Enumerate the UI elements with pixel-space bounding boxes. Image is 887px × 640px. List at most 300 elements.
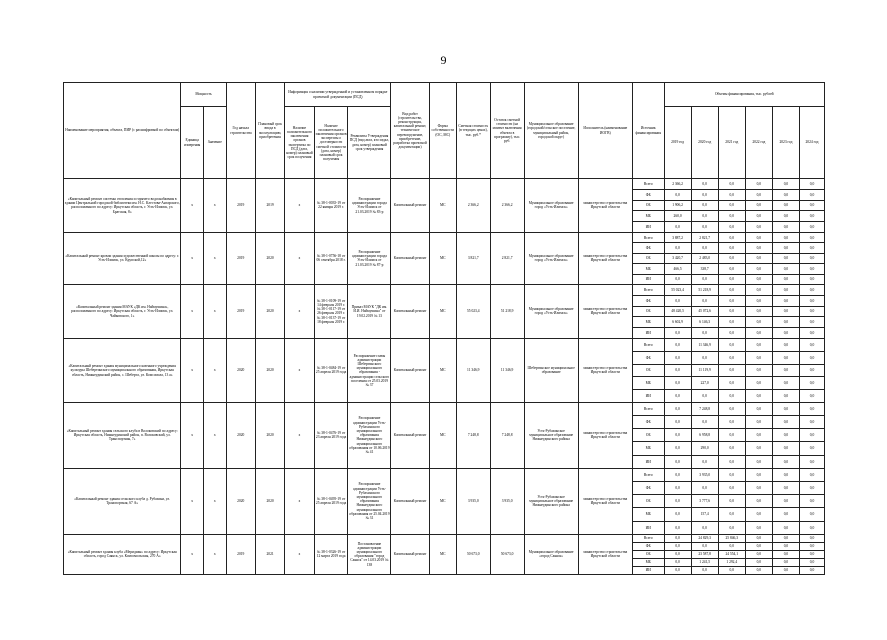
cell-funding-value: 0,0 [718,521,745,534]
header-year-2023: 2023 год [772,107,799,179]
header-ownership: Форма собственности (ОС, МС) [429,83,456,179]
cell-capacity-value: х [203,179,226,233]
cell-funding-value: 0,0 [718,243,745,253]
header-year-2019: 2019 год [664,107,691,179]
cell-funding-value: 6 958,8 [691,429,718,442]
cell-funding-value: 0,0 [718,390,745,403]
cell-funding-value: 466,5 [664,264,691,274]
cell-remaining-cost: 11 346,9 [490,338,524,402]
cell-funding-value: 1 906,2 [664,200,691,211]
cell-funding-value: 0,0 [745,338,772,351]
cell-funding-value: 0,0 [772,211,799,222]
cell-funding-value: 0,0 [800,521,825,534]
cell-ped-approval: Распоряжение администрации Усть-Рубахинского муниципального образования Нижнеудинского муниципального образования от 10.06.2019 № 41 [348,402,391,468]
header-ped-info: Информация о наличии утвержденной и установленном порядке проектной документации (ПСД) [285,83,391,107]
cell-funding-value: 0,0 [800,189,825,200]
cell-funding-value: 0,0 [718,455,745,468]
cell-funding-value: 3 887,2 [664,232,691,242]
cell-funding-source: МБ [632,264,664,274]
cell-funding-source: МБ [632,211,664,222]
cell-executor: министерство строительства Иркутской области [578,468,632,534]
cell-funding-value: 0,0 [718,402,745,415]
cell-funding-value: 0,0 [745,508,772,521]
cell-funding-value: 0,0 [718,284,745,295]
cell-funding-source: ФБ [632,542,664,550]
cell-funding-value: 0,0 [772,550,799,558]
cell-funding-value: 2 483,0 [691,253,718,263]
cell-funding-value: 0,0 [745,189,772,200]
cell-funding-value: 0,0 [664,558,691,566]
cell-remaining-cost: 2 821,7 [490,232,524,284]
cell-funding-value: 0,0 [664,429,691,442]
cell-funding-value: 0,0 [745,306,772,317]
cell-work-type: Капитальный ремонт [391,468,429,534]
cell-funding-value: 0,0 [691,328,718,339]
cell-planned-year: 2019 [255,179,284,233]
header-municipality: Муниципальное образование (городской/сельское поселение, муниципальный район, городской округ) [524,83,578,179]
cell-funding-value: 0,0 [745,482,772,495]
cell-funding-value: 0,0 [664,364,691,377]
cell-ownership: МС [429,232,456,284]
cell-funding-value: 0,0 [772,317,799,328]
cell-funding-value: 0,0 [800,442,825,455]
cell-planned-year: 2020 [255,338,284,402]
cell-funding-value: 0,0 [745,222,772,233]
cell-funding-value: 0,0 [718,508,745,521]
cell-funding-value: 0,0 [664,416,691,429]
cell-funding-source: ИИ [632,455,664,468]
cell-funding-value: 0,0 [772,274,799,284]
cell-funding-value: 0,0 [664,542,691,550]
cell-remaining-cost: 3 935,0 [490,468,524,534]
cell-object-name: «Капитальный ремонт кровли здания художественной школы по адресу: г. Усть-Илимск, ул. Крупской,12» [64,232,181,284]
cell-ped-expertise: х [285,402,314,468]
cell-funding-value: 0,0 [800,264,825,274]
cell-funding-value: 0,0 [772,295,799,306]
cell-funding-value: 0,0 [800,377,825,390]
cell-construction-start: 2019 [226,179,255,233]
cell-funding-value: 0,0 [691,390,718,403]
cell-funding-value: 0,0 [772,179,799,190]
cell-funding-source: ОБ [632,364,664,377]
cell-funding-source: ФБ [632,351,664,364]
header-capacity-value: Значение [203,107,226,179]
cell-funding-value: 0,0 [800,482,825,495]
table-row [64,402,825,415]
cell-capacity-unit: х [181,232,204,284]
cell-funding-value: 227,0 [691,377,718,390]
cell-funding-value: 0,0 [664,442,691,455]
cell-funding-value: 0,0 [772,189,799,200]
cell-funding-value: 0,0 [800,338,825,351]
cell-funding-value: 0,0 [718,317,745,328]
cell-ped-expertise: х [285,284,314,338]
header-work-type: Вид работ (строительство, реконструкция, капитальный ремонт, техническое перевооружение, приобретение, разработка проектной документации) [391,83,429,179]
cell-object-name: «Капитальный ремонт здания сельского клуба д. Рубахина, ул. Транспортная, 67 А» [64,468,181,534]
cell-funding-value: 0,0 [664,402,691,415]
financing-table [63,82,825,575]
cell-funding-source: ФБ [632,243,664,253]
cell-funding-source: ИИ [632,566,664,574]
cell-construction-start: 2019 [226,232,255,284]
cell-funding-value: 0,0 [772,402,799,415]
header-ped-approval: Реквизиты Утверждения ПСД (вид акта, кто издал, дата, номер) плановый срок утверждения [348,107,391,179]
cell-capacity-value: х [203,338,226,402]
cell-ped-estimate: № 38-1-0035-19 от 22 января 2019 г. [314,179,348,233]
cell-funding-value: 0,0 [718,542,745,550]
cell-funding-value: 0,0 [718,328,745,339]
cell-ped-estimate: № 38-1-0109-19 от 14 февраля 2019 г. № 38-1-0117-19 от 26 февраля 2019 г. № 38-1-0137-19 от 18 февраля 2019 г. [314,284,348,338]
cell-funding-value: 48 420,5 [664,306,691,317]
cell-funding-value: 0,0 [772,416,799,429]
cell-funding-value: 0,0 [718,482,745,495]
cell-funding-value: 0,0 [718,364,745,377]
cell-object-name: «Капитальный ремонт здания клуба «Меридиан» по адресу: Иркутская область, город Саянск, ул. Комсомольская, 270 А» [64,534,181,574]
cell-funding-value: 0,0 [800,328,825,339]
cell-work-type: Капитальный ремонт [391,179,429,233]
cell-funding-source: ФБ [632,416,664,429]
header-object-name: Наименование мероприятия, объекта, ПИР (с расшифровкой по объектам) [64,83,181,179]
cell-funding-value: 0,0 [664,521,691,534]
cell-funding-value: 0,0 [800,179,825,190]
cell-funding-value: 0,0 [664,550,691,558]
cell-funding-source: ОБ [632,200,664,211]
cell-funding-source: ОБ [632,550,664,558]
cell-ped-expertise: х [285,232,314,284]
cell-planned-year: 2020 [255,232,284,284]
cell-funding-value: 0,0 [691,566,718,574]
cell-funding-value: 0,0 [664,508,691,521]
cell-funding-source: ИИ [632,521,664,534]
cell-funding-value: 0,0 [664,189,691,200]
cell-funding-value: 0,0 [745,295,772,306]
cell-object-name: «Капитальный ремонт системы отопления и горячего водоснабжения в здании Центральной городской библиотеки им. Н.С. Клестова-Ангарского, расположенного по адресу: Иркутская область, г. Усть-Илимск, ул. Братская, 8» [64,179,181,233]
cell-funding-value: 0,0 [745,179,772,190]
cell-funding-value: 0,0 [691,274,718,284]
cell-funding-value: 0,0 [800,211,825,222]
cell-funding-value: 0,0 [691,243,718,253]
cell-funding-value: 0,0 [800,274,825,284]
cell-funding-value: 0,0 [718,377,745,390]
cell-funding-value: 0,0 [718,211,745,222]
table-row [64,179,825,190]
cell-municipality: Усть-Рубахинское муниципальное образование Нижнеудинского района [524,402,578,468]
cell-funding-value: 0,0 [691,542,718,550]
cell-funding-value: 0,0 [772,328,799,339]
cell-funding-value: 23 587,8 [691,550,718,558]
cell-work-type: Капитальный ремонт [391,534,429,574]
cell-funding-value: 0,0 [664,534,691,542]
cell-ped-estimate: № 38-1-0476-19 от 23 апреля 2019 года [314,402,348,468]
cell-funding-value: 0,0 [800,284,825,295]
cell-funding-value: 3 935,0 [691,468,718,481]
cell-funding-value: 0,0 [745,521,772,534]
cell-funding-value: 0,0 [772,455,799,468]
cell-funding-value: 0,0 [718,338,745,351]
cell-funding-source: ФБ [632,189,664,200]
cell-funding-value: 0,0 [664,222,691,233]
cell-funding-source: МБ [632,377,664,390]
cell-funding-value: 0,0 [745,264,772,274]
cell-executor: министерство строительства Иркутской области [578,402,632,468]
header-year-2024: 2024 год [800,107,825,179]
cell-planned-year: 2020 [255,468,284,534]
header-construction-start: Год начала строительства [226,83,255,179]
cell-funding-value: 0,0 [745,200,772,211]
cell-funding-value: 3 420,7 [664,253,691,263]
cell-ownership: МС [429,534,456,574]
cell-funding-value: 0,0 [745,534,772,542]
cell-funding-source: Всего [632,534,664,542]
header-year-2020: 2020 год [691,107,718,179]
cell-funding-value: 0,0 [800,232,825,242]
cell-funding-value: 0,0 [718,416,745,429]
cell-funding-value: 0,0 [772,264,799,274]
cell-funding-value: 0,0 [664,566,691,574]
cell-funding-value: 0,0 [800,317,825,328]
table-row [64,468,825,481]
cell-remaining-cost: 51 218,9 [490,284,524,338]
cell-funding-value: 0,0 [772,542,799,550]
cell-object-name: «Капитальный ремонт здания сельского клуба в Волоковский по адресу: Иркутская область, Нижнеудинский район, п. Волоковский, ул. Транспортная, 7» [64,402,181,468]
cell-funding-value: 0,0 [772,222,799,233]
cell-funding-value: 0,0 [664,351,691,364]
cell-ped-approval: Распоряжение администрации города Усть-Илимск от 21.03.2019 № 87-р [348,232,391,284]
cell-funding-value: 0,0 [691,482,718,495]
cell-funding-value: 0,0 [718,295,745,306]
cell-funding-value: 0,0 [745,328,772,339]
cell-funding-value: 0,0 [691,416,718,429]
cell-funding-value: 0,0 [800,243,825,253]
cell-funding-value: 0,0 [800,295,825,306]
cell-cost: 7 248,8 [456,402,490,468]
cell-funding-value: 0,0 [745,495,772,508]
cell-funding-value: 51 218,9 [691,284,718,295]
cell-funding-source: Всего [632,179,664,190]
cell-funding-value: 0,0 [745,243,772,253]
cell-funding-value: 0,0 [772,200,799,211]
cell-funding-source: ФБ [632,295,664,306]
cell-funding-value: 0,0 [691,211,718,222]
cell-funding-value: 0,0 [800,455,825,468]
cell-funding-value: 0,0 [718,232,745,242]
cell-funding-value: 0,0 [800,429,825,442]
cell-funding-value: 0,0 [800,550,825,558]
cell-funding-value: 0,0 [772,508,799,521]
header-ped-estimate: Наличие положительного заключения органов экспертизы о достоверности сметной стоимости (дата, номер) плановый срок получения [314,107,348,179]
cell-funding-value: 0,0 [745,566,772,574]
cell-funding-source: ИИ [632,274,664,284]
cell-funding-source: ИИ [632,222,664,233]
cell-ped-approval: Приказ МАУК "ДК им. И.И. Наймушина" от 19.02.2019 № 13 [348,284,391,338]
cell-funding-value: 0,0 [800,222,825,233]
table-row [64,534,825,542]
cell-funding-value: 0,0 [691,351,718,364]
cell-funding-value: 0,0 [745,402,772,415]
cell-funding-value: 0,0 [745,558,772,566]
cell-funding-value: 0,0 [800,351,825,364]
cell-ownership: МС [429,468,456,534]
cell-funding-value: 0,0 [772,377,799,390]
cell-funding-value: 0,0 [691,179,718,190]
cell-capacity-value: х [203,468,226,534]
cell-funding-value: 0,0 [691,295,718,306]
cell-funding-value: 0,0 [772,566,799,574]
cell-funding-source: ИИ [632,328,664,339]
cell-funding-source: МБ [632,442,664,455]
cell-funding-value: 0,0 [772,495,799,508]
cell-funding-value: 1 292,4 [718,558,745,566]
cell-funding-value: 0,0 [745,364,772,377]
cell-funding-value: 0,0 [772,429,799,442]
cell-planned-year: 2020 [255,402,284,468]
cell-funding-value: 0,0 [691,455,718,468]
cell-work-type: Капитальный ремонт [391,338,429,402]
cell-funding-value: 55 023,4 [664,284,691,295]
header-planned-year: Плановый срок ввода в эксплуатацию, приобретения [255,83,284,179]
cell-funding-source: ОБ [632,429,664,442]
cell-funding-value: 0,0 [745,455,772,468]
cell-funding-value: 0,0 [745,468,772,481]
cell-funding-value: 0,0 [772,338,799,351]
cell-funding-value: 0,0 [745,317,772,328]
cell-funding-value: 0,0 [745,284,772,295]
cell-municipality: Шебертинское муниципальное образование [524,338,578,402]
cell-funding-value: 0,0 [800,542,825,550]
cell-capacity-unit: х [181,402,204,468]
table-row [64,284,825,295]
cell-funding-source: Всего [632,284,664,295]
cell-funding-value: 0,0 [718,179,745,190]
cell-funding-value: 157,4 [691,508,718,521]
cell-funding-value: 6 146,3 [691,317,718,328]
cell-funding-value: 290,0 [691,442,718,455]
cell-funding-value: 0,0 [745,542,772,550]
cell-funding-value: 0,0 [745,377,772,390]
cell-remaining-cost: 7 248,8 [490,402,524,468]
cell-funding-value: 0,0 [718,351,745,364]
cell-funding-source: ОБ [632,253,664,263]
cell-executor: министерство строительства Иркутской области [578,534,632,574]
cell-funding-value: 0,0 [800,200,825,211]
cell-ped-estimate: № 38-1-0484-19 от 25 апреля 2019 года [314,338,348,402]
cell-work-type: Капитальный ремонт [391,402,429,468]
cell-funding-value: 24 829,3 [691,534,718,542]
cell-cost: 2 366,2 [456,179,490,233]
cell-capacity-unit: х [181,534,204,574]
cell-capacity-value: х [203,232,226,284]
cell-funding-value: 0,0 [772,468,799,481]
cell-municipality: Муниципальное образование город «Усть-Илимск» [524,179,578,233]
cell-municipality: Муниципальное образование «город Саянск» [524,534,578,574]
cell-funding-value: 0,0 [718,495,745,508]
cell-funding-value: 0,0 [800,495,825,508]
cell-ped-expertise: х [285,534,314,574]
cell-cost: 55 023,4 [456,284,490,338]
cell-funding-value: 0,0 [800,508,825,521]
cell-municipality: Муниципальное образование город «Усть-Илимск» [524,284,578,338]
cell-funding-value: 0,0 [718,264,745,274]
cell-funding-value: 0,0 [772,351,799,364]
cell-ownership: МС [429,402,456,468]
cell-funding-value: 0,0 [800,468,825,481]
header-capacity: Мощность [181,83,226,107]
cell-cost: 3 821,7 [456,232,490,284]
cell-funding-value: 0,0 [745,550,772,558]
cell-funding-value: 0,0 [718,566,745,574]
cell-capacity-value: х [203,402,226,468]
cell-ownership: МС [429,179,456,233]
cell-funding-value: 0,0 [772,364,799,377]
cell-remaining-cost: 2 366,2 [490,179,524,233]
cell-capacity-unit: х [181,179,204,233]
cell-work-type: Капитальный ремонт [391,232,429,284]
cell-funding-value: 0,0 [800,402,825,415]
cell-cost: 3 935,0 [456,468,490,534]
cell-construction-start: 2019 [226,284,255,338]
cell-cost: 50 673,0 [456,534,490,574]
cell-funding-value: 24 554,1 [718,550,745,558]
cell-funding-value: 0,0 [800,306,825,317]
cell-funding-value: 0,0 [745,274,772,284]
cell-funding-value: 0,0 [772,521,799,534]
cell-ped-approval: Постановление администрации муниципального образования "город Саянск" от 14.03.2019 № 138 [348,534,391,574]
cell-funding-source: МБ [632,317,664,328]
cell-ped-approval: Распоряжение администрации города Усть-Илимск от 21.03.2019 № 83-р [348,179,391,233]
cell-funding-value: 0,0 [718,253,745,263]
cell-funding-value: 0,0 [745,442,772,455]
cell-funding-source: Всего [632,402,664,415]
cell-ped-estimate: № 38-1-0326-19 от 12 марта 2019 года [314,534,348,574]
cell-ped-approval: Распоряжение главы администрации Шебертинского муниципального образования - администрации сельского поселения от 25.03.2019 № 37 [348,338,391,402]
cell-executor: министерство строительства Иркутской области [578,179,632,233]
cell-funding-value: 0,0 [800,364,825,377]
cell-construction-start: 2020 [226,402,255,468]
cell-funding-value: 0,0 [718,306,745,317]
cell-funding-value: 0,0 [772,232,799,242]
cell-ownership: МС [429,284,456,338]
cell-planned-year: 2021 [255,534,284,574]
cell-planned-year: 2020 [255,284,284,338]
cell-funding-value: 3 777,6 [691,495,718,508]
cell-funding-value: 11 346,9 [691,338,718,351]
cell-funding-value: 0,0 [718,429,745,442]
cell-funding-value: 0,0 [745,416,772,429]
cell-funding-value: 0,0 [691,189,718,200]
header-remaining-cost: Остаток сметной стоимости (на момент включения объекта в программу), тыс. руб. [490,83,524,179]
cell-funding-value: 0,0 [664,295,691,306]
cell-object-name: «Капитальный ремонт здания МАУК «ДК им. Наймушина», расположенного по адресу: Иркутская область, г. Усть-Илимск, ул. Чайковского, 1» [64,284,181,338]
header-year-2022: 2022 год [745,107,772,179]
cell-capacity-unit: х [181,468,204,534]
cell-capacity-unit: х [181,338,204,402]
cell-funding-source: МБ [632,508,664,521]
cell-executor: министерство строительства Иркутской области [578,232,632,284]
cell-funding-value: 0,0 [691,200,718,211]
cell-funding-value: 260,0 [664,211,691,222]
cell-funding-value: 0,0 [691,521,718,534]
cell-funding-value: 0,0 [772,243,799,253]
page-number: 9 [440,53,447,67]
cell-funding-value: 0,0 [718,189,745,200]
cell-funding-value: 0,0 [718,200,745,211]
cell-funding-value: 0,0 [800,566,825,574]
cell-funding-value: 7 248,8 [691,402,718,415]
cell-funding-value: 338,7 [691,264,718,274]
cell-remaining-cost: 50 673,0 [490,534,524,574]
cell-funding-source: МБ [632,558,664,566]
cell-funding-value: 0,0 [800,558,825,566]
